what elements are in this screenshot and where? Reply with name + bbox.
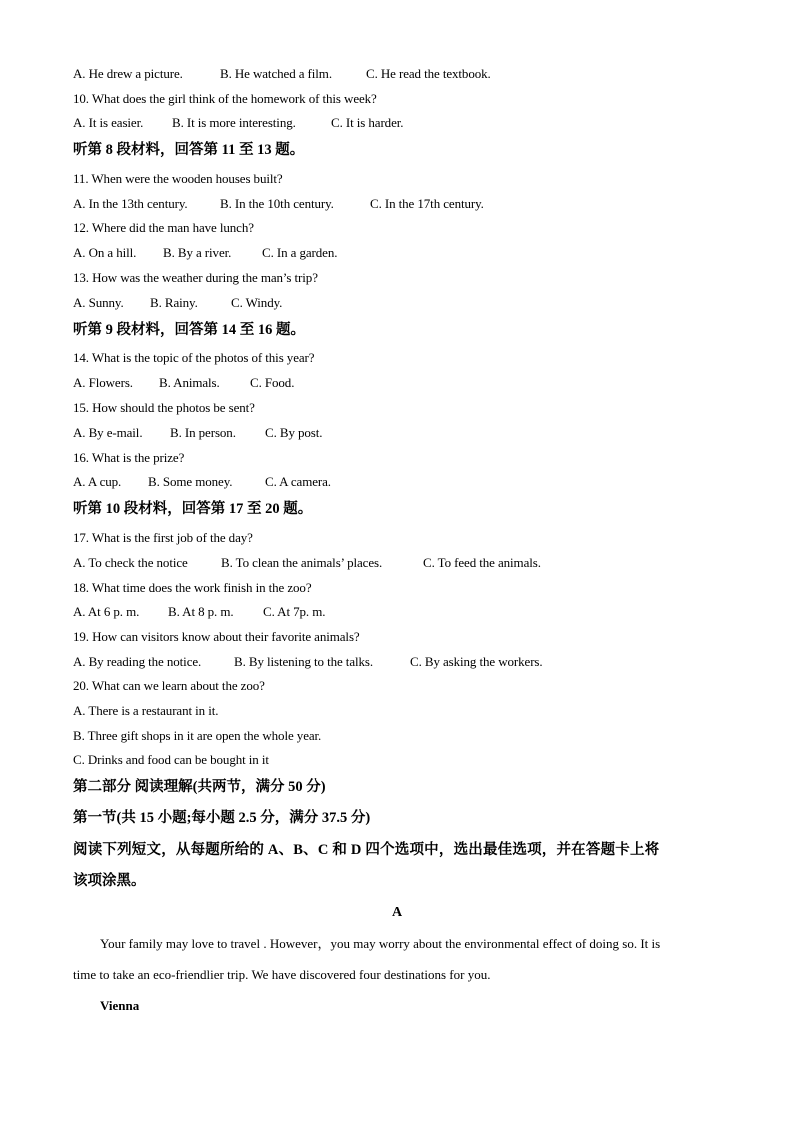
q9-option-a: A. He drew a picture. (73, 66, 183, 81)
passage-line-2: time to take an eco-friendlier trip. We have discovered four destinations for you. (73, 967, 491, 982)
q12-option-b: B. By a river. (163, 245, 232, 260)
q19-option-b: B. By listening to the talks. (234, 654, 374, 669)
q17-option-a: A. To check the notice (73, 555, 188, 570)
q15-option-c: C. By post. (265, 425, 323, 440)
q16-options (73, 474, 331, 490)
q12-option-c: C. In a garden. (262, 245, 338, 260)
q12-question: 12. Where did the man have lunch? (73, 220, 254, 235)
instructions-line-1: 阅读下列短文，从每题所给的 A、B、C 和 D 四个选项中，选出最佳选项，并在答题卡上将 (73, 842, 660, 858)
q10-option-b: B. It is more interesting. (172, 115, 296, 130)
q16-option-c: C. A camera. (265, 474, 331, 489)
q20-question: 20. What can we learn about the zoo? (73, 678, 265, 693)
q19-options (73, 654, 543, 670)
q9-options (73, 66, 491, 82)
q18-options (73, 604, 326, 620)
q14-option-a: A. Flowers. (73, 375, 133, 390)
q18-question: 18. What time does the work finish in the zoo? (73, 580, 312, 595)
q13-option-c: C. Windy. (231, 295, 283, 310)
q20-option-b: B. Three gift shops in it are open the whole year. (73, 728, 322, 743)
q11-option-a: A. In the 13th century. (73, 196, 188, 211)
q14-option-c: C. Food. (250, 375, 295, 390)
q11-option-b: B. In the 10th century. (220, 196, 334, 211)
q10-option-a: A. It is easier. (73, 115, 144, 130)
q13-option-a: A. Sunny. (73, 295, 124, 310)
q20-option-a: A. There is a restaurant in it. (73, 703, 219, 718)
q16-option-b: B. Some money. (148, 474, 233, 489)
q16-option-a: A. A cup. (73, 474, 122, 489)
q11-question: 11. When were the wooden houses built? (73, 171, 283, 186)
q14-question: 14. What is the topic of the photos of this year? (73, 350, 315, 365)
q9-option-b: B. He watched a film. (220, 66, 332, 81)
q13-question: 13. How was the weather during the man’s trip? (73, 270, 318, 285)
q20-option-c: C. Drinks and food can be bought in it (73, 752, 269, 767)
subheading-vienna: Vienna (100, 998, 140, 1013)
q10-question: 10. What does the girl think of the homework of this week? (73, 91, 377, 106)
q13-options (73, 295, 283, 311)
q13-option-b: B. Rainy. (150, 295, 198, 310)
q16-question: 16. What is the prize? (73, 450, 185, 465)
part2-header: 第二部分 阅读理解(共两节，满分 50 分) (73, 779, 326, 795)
q11-options (73, 196, 484, 212)
q11-option-c: C. In the 17th century. (370, 196, 484, 211)
q15-question: 15. How should the photos be sent? (73, 400, 255, 415)
q10-options (73, 115, 404, 131)
section8-header: 听第 8 段材料，回答第 11 至 13 题。 (73, 142, 305, 158)
q15-options (73, 425, 323, 441)
q19-question: 19. How can visitors know about their favorite animals? (73, 629, 360, 644)
q14-options (73, 375, 295, 391)
q12-option-a: A. On a hill. (73, 245, 137, 260)
q18-option-a: A. At 6 p. m. (73, 604, 140, 619)
q15-option-b: B. In person. (170, 425, 236, 440)
q19-option-a: A. By reading the notice. (73, 654, 202, 669)
q18-option-c: C. At 7p. m. (263, 604, 326, 619)
section1-header: 第一节(共 15 小题;每小题 2.5 分，满分 37.5 分) (73, 810, 371, 826)
q18-option-b: B. At 8 p. m. (168, 604, 234, 619)
section10-header: 听第 10 段材料，回答第 17 至 20 题。 (73, 501, 313, 517)
q17-option-b: B. To clean the animals’ places. (221, 555, 383, 570)
instructions-line-2: 该项涂黑。 (73, 873, 146, 889)
q17-option-c: C. To feed the animals. (423, 555, 541, 570)
q10-option-c: C. It is harder. (331, 115, 404, 130)
passage-line-1: Your family may love to travel . However，you may worry about the environmental effect of doing so. It is (100, 936, 661, 951)
q17-options (73, 555, 541, 571)
q19-option-c: C. By asking the workers. (410, 654, 543, 669)
q12-options (73, 245, 338, 261)
q9-option-c: C. He read the textbook. (366, 66, 491, 81)
section9-header: 听第 9 段材料，回答第 14 至 16 题。 (73, 322, 305, 338)
passage-label: A (391, 905, 403, 920)
q15-option-a: A. By e-mail. (73, 425, 143, 440)
q14-option-b: B. Animals. (159, 375, 220, 390)
q17-question: 17. What is the first job of the day? (73, 530, 253, 545)
